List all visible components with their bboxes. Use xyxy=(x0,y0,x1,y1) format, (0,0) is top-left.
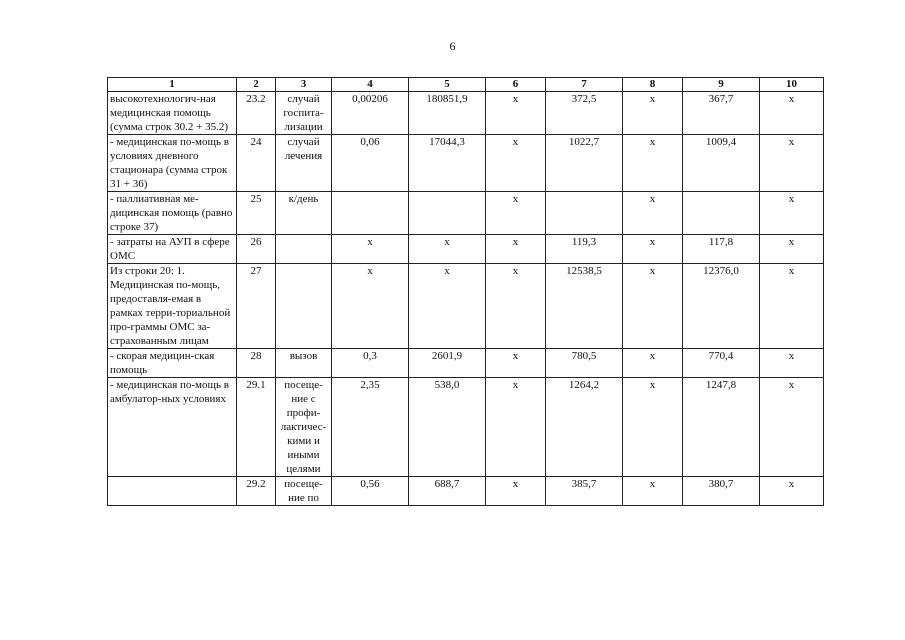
cell-col7: 119,3 xyxy=(546,235,623,264)
cell-col10: х xyxy=(760,235,824,264)
cell-line-number: 28 xyxy=(237,349,276,378)
cell-col6: х xyxy=(486,378,546,477)
cell-col6: х xyxy=(486,264,546,349)
cell-col4: 0,3 xyxy=(332,349,409,378)
cell-col8: х xyxy=(623,264,683,349)
cell-col4: 0,06 xyxy=(332,135,409,192)
cell-col10: х xyxy=(760,477,824,506)
table-row xyxy=(108,92,824,135)
cell-col10: х xyxy=(760,92,824,135)
cell-col8: х xyxy=(623,135,683,192)
cell-col4: 2,35 xyxy=(332,378,409,477)
cell-col7: 385,7 xyxy=(546,477,623,506)
cell-col8: х xyxy=(623,477,683,506)
cell-col8: х xyxy=(623,92,683,135)
cell-col4: х xyxy=(332,264,409,349)
cell-line-number: 23.2 xyxy=(237,92,276,135)
cell-col5: 688,7 xyxy=(409,477,486,506)
column-header: 7 xyxy=(546,78,623,92)
column-header: 6 xyxy=(486,78,546,92)
table-row xyxy=(108,378,824,477)
cell-col9: 1009,4 xyxy=(683,135,760,192)
column-header: 2 xyxy=(237,78,276,92)
cell-col7 xyxy=(546,192,623,235)
cell-col6: х xyxy=(486,192,546,235)
cell-col6: х xyxy=(486,92,546,135)
cell-col9 xyxy=(683,192,760,235)
cell-col10: х xyxy=(760,378,824,477)
cell-col5: 17044,3 xyxy=(409,135,486,192)
table-row xyxy=(108,235,824,264)
column-header: 4 xyxy=(332,78,409,92)
cell-col7: 12538,5 xyxy=(546,264,623,349)
cell-col9: 367,7 xyxy=(683,92,760,135)
cell-col9: 117,8 xyxy=(683,235,760,264)
cell-col5: 180851,9 xyxy=(409,92,486,135)
cell-col9: 770,4 xyxy=(683,349,760,378)
cell-col4: 0,56 xyxy=(332,477,409,506)
cell-unit: посеще-ние по xyxy=(276,477,332,506)
cell-line-number: 26 xyxy=(237,235,276,264)
cell-unit xyxy=(276,235,332,264)
cell-name: - медицинская по-мощь в амбулатор-ных условиях xyxy=(108,378,237,477)
cell-unit: вызов xyxy=(276,349,332,378)
cell-name: - медицинская по-мощь в условиях дневного стационара (сумма строк 31 + 36) xyxy=(108,135,237,192)
cell-col4: х xyxy=(332,235,409,264)
table-row xyxy=(108,349,824,378)
cell-col4 xyxy=(332,192,409,235)
table-row xyxy=(108,264,824,349)
cell-col8: х xyxy=(623,235,683,264)
column-header: 5 xyxy=(409,78,486,92)
cell-unit: посеще-ние с профи-лактичес-кими и иными целями xyxy=(276,378,332,477)
cell-col10: х xyxy=(760,264,824,349)
cell-col5: х xyxy=(409,235,486,264)
column-header: 3 xyxy=(276,78,332,92)
cell-col8: х xyxy=(623,192,683,235)
cell-col6: х xyxy=(486,349,546,378)
cell-col5: х xyxy=(409,264,486,349)
cell-col7: 780,5 xyxy=(546,349,623,378)
header-row xyxy=(108,78,824,92)
cell-col10: х xyxy=(760,349,824,378)
cell-line-number: 27 xyxy=(237,264,276,349)
cell-col5 xyxy=(409,192,486,235)
cell-col5: 2601,9 xyxy=(409,349,486,378)
cell-col9: 380,7 xyxy=(683,477,760,506)
cell-name: высокотехнологич-ная медицинская помощь (сумма строк 30.2 + 35.2) xyxy=(108,92,237,135)
cell-col7: 1022,7 xyxy=(546,135,623,192)
cell-line-number: 24 xyxy=(237,135,276,192)
cell-name: - паллиативная ме-дицинская помощь (равно строке 37) xyxy=(108,192,237,235)
cell-col4: 0,00206 xyxy=(332,92,409,135)
data-table xyxy=(107,77,824,506)
cell-unit: к/день xyxy=(276,192,332,235)
column-header: 8 xyxy=(623,78,683,92)
cell-name: Из строки 20: 1. Медицинская по-мощь, предоставля-емая в рамках терри-ториальной про-граммы ОМС за-страхованным лицам xyxy=(108,264,237,349)
cell-unit: случай госпита-лизации xyxy=(276,92,332,135)
table-row xyxy=(108,477,824,506)
column-header: 1 xyxy=(108,78,237,92)
table-row xyxy=(108,192,824,235)
cell-col10: х xyxy=(760,135,824,192)
cell-col6: х xyxy=(486,235,546,264)
cell-col5: 538,0 xyxy=(409,378,486,477)
cell-name xyxy=(108,477,237,506)
cell-col10: х xyxy=(760,192,824,235)
column-header: 9 xyxy=(683,78,760,92)
cell-col7: 1264,2 xyxy=(546,378,623,477)
cell-line-number: 29.1 xyxy=(237,378,276,477)
cell-line-number: 25 xyxy=(237,192,276,235)
cell-name: - скорая медицин-ская помощь xyxy=(108,349,237,378)
table-row xyxy=(108,135,824,192)
cell-col6: х xyxy=(486,477,546,506)
cell-col9: 12376,0 xyxy=(683,264,760,349)
page-number: 6 xyxy=(449,39,456,53)
column-header: 10 xyxy=(760,78,824,92)
cell-col6: х xyxy=(486,135,546,192)
cell-line-number: 29.2 xyxy=(237,477,276,506)
cell-col9: 1247,8 xyxy=(683,378,760,477)
cell-unit: случай лечения xyxy=(276,135,332,192)
cell-col8: х xyxy=(623,349,683,378)
cell-name: - затраты на АУП в сфере ОМС xyxy=(108,235,237,264)
cell-col7: 372,5 xyxy=(546,92,623,135)
cell-unit xyxy=(276,264,332,349)
cell-col8: х xyxy=(623,378,683,477)
